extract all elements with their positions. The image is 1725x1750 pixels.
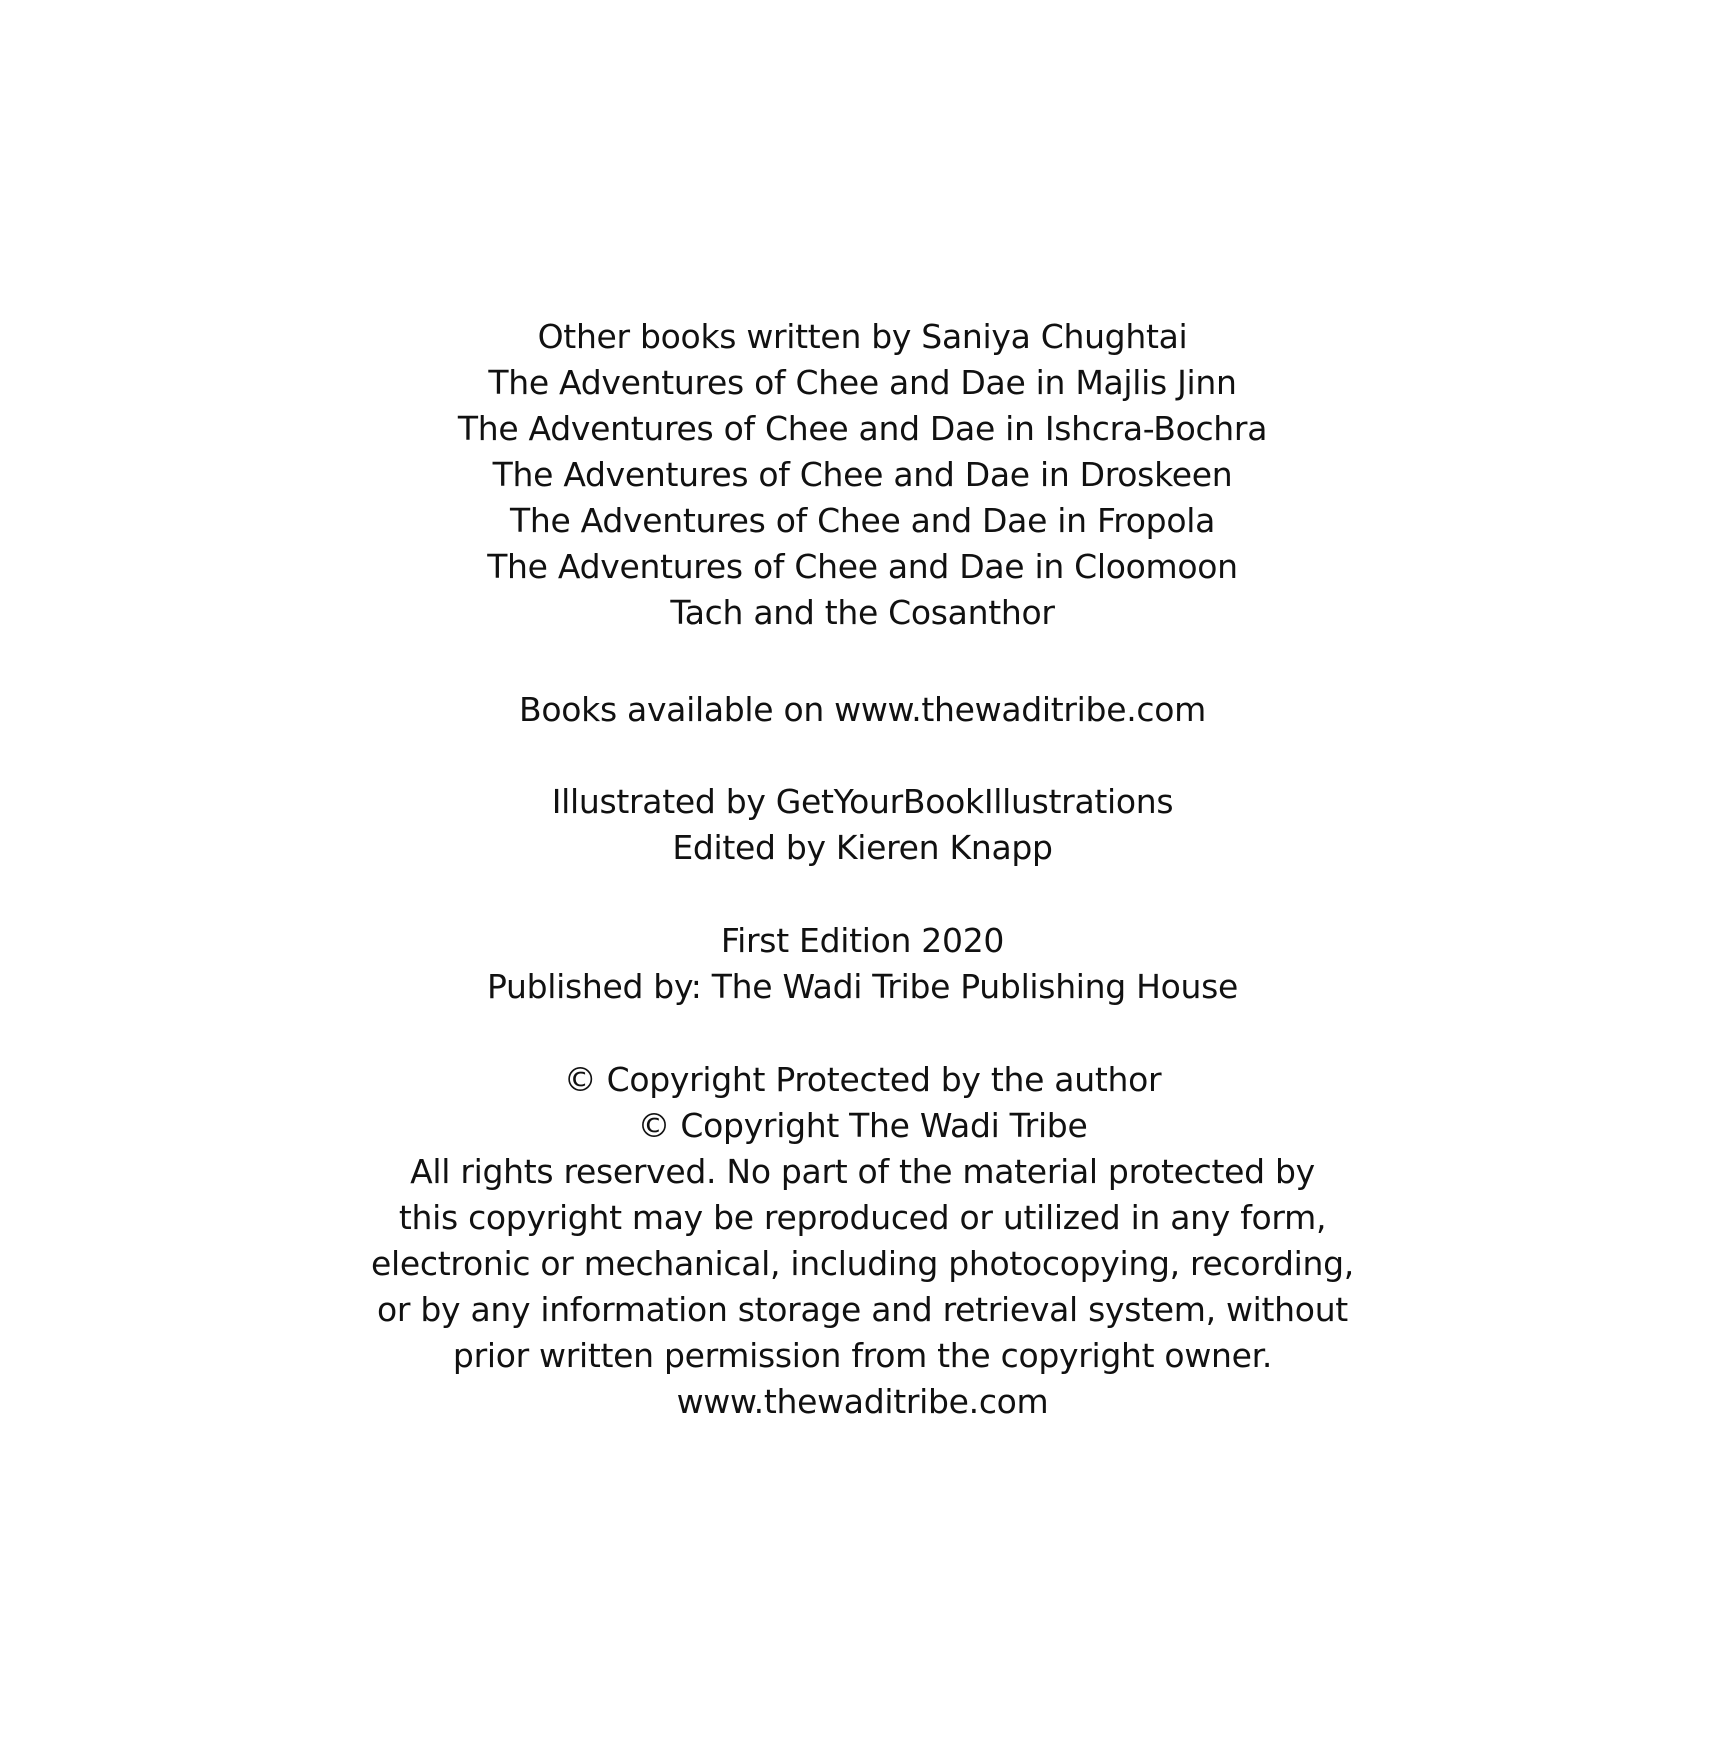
edition-section xyxy=(0,918,1725,1010)
book-title: The Adventures of Chee and Dae in Droskeen xyxy=(492,455,1233,494)
tribe-copyright-notice: © Copyright The Wadi Tribe xyxy=(637,1106,1088,1145)
book-title: The Adventures of Chee and Dae in Majlis Jinn xyxy=(488,363,1237,402)
availability-text: Books available on www.thewaditribe.com xyxy=(519,690,1206,729)
rights-reserved-line: All rights reserved. No part of the material protected by xyxy=(410,1152,1315,1191)
other-books-section xyxy=(0,314,1725,636)
credits-section xyxy=(0,779,1725,871)
book-title: Tach and the Cosanthor xyxy=(670,593,1055,632)
publisher-text: Published by: The Wadi Tribe Publishing House xyxy=(486,967,1239,1006)
other-books-heading: Other books written by Saniya Chughtai xyxy=(537,317,1188,356)
website-url: www.thewaditribe.com xyxy=(676,1382,1049,1421)
rights-reserved-line: or by any information storage and retrieval system, without xyxy=(377,1290,1348,1329)
rights-reserved-line: electronic or mechanical, including photocopying, recording, xyxy=(371,1244,1354,1283)
book-title: The Adventures of Chee and Dae in Cloomoon xyxy=(487,547,1238,586)
book-title: The Adventures of Chee and Dae in Ishcra-Bochra xyxy=(457,409,1268,448)
editor-credit: Edited by Kieren Knapp xyxy=(672,828,1053,867)
book-title: The Adventures of Chee and Dae in Fropola xyxy=(510,501,1215,540)
rights-reserved-line: this copyright may be reproduced or utilized in any form, xyxy=(398,1198,1327,1237)
edition-text: First Edition 2020 xyxy=(720,921,1005,960)
author-copyright-notice: © Copyright Protected by the author xyxy=(563,1060,1162,1099)
illustrator-credit: Illustrated by GetYourBookIllustrations xyxy=(551,782,1174,821)
rights-reserved-line: prior written permission from the copyright owner. xyxy=(452,1336,1273,1375)
availability-section xyxy=(0,687,1725,733)
copyright-section xyxy=(0,1057,1725,1425)
